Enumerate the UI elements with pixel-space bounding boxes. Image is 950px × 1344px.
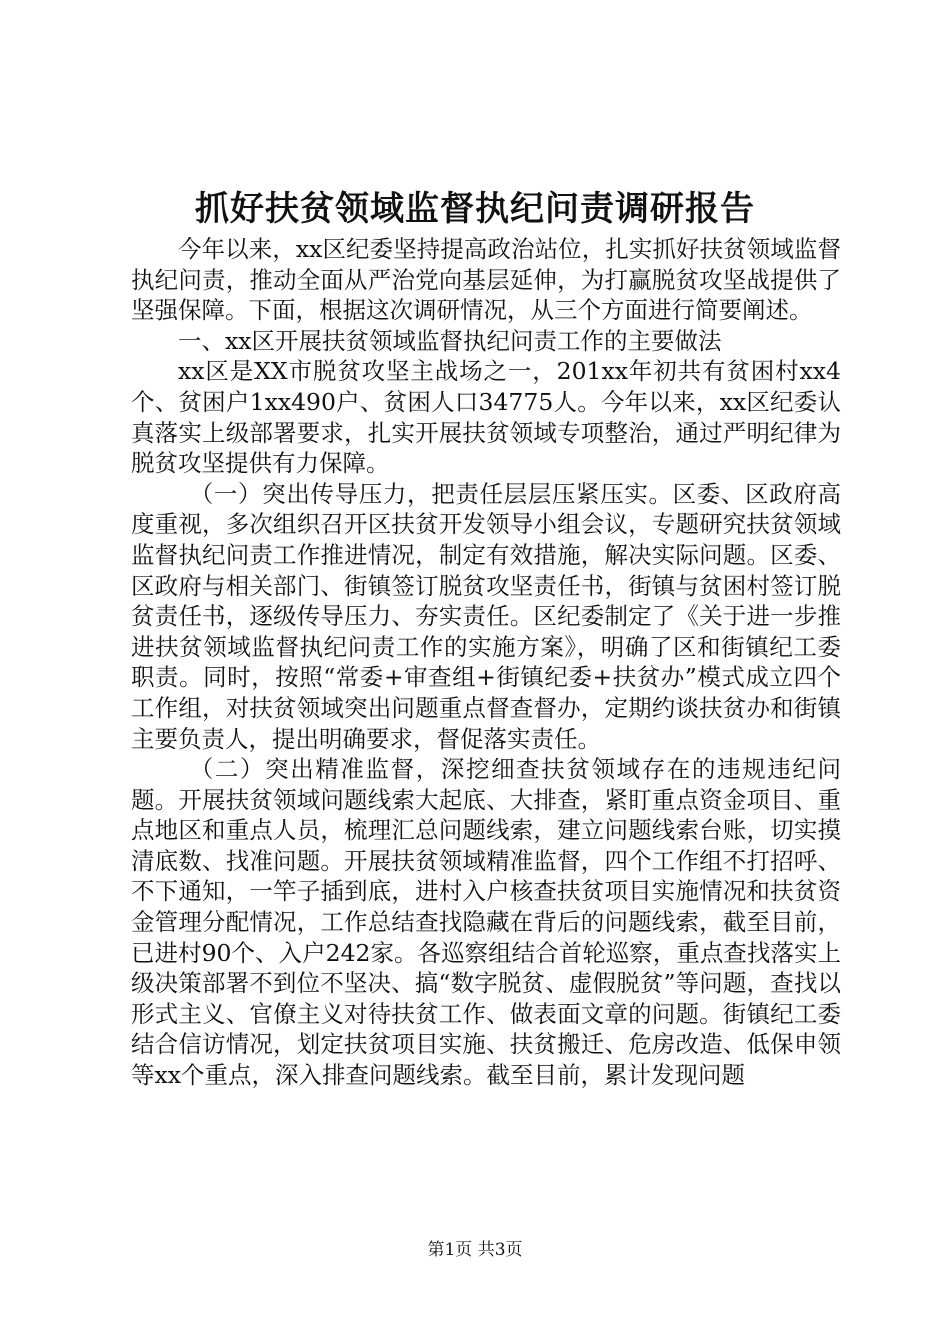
page-footer: 第1页 共3页 <box>427 1240 523 1260</box>
paragraph-subsection-1: （一）突出传导压力，把责任层层压紧压实。区委、区政府高度重视，多次组织召开区扶贫开发领导小组会议，专题研究扶贫领域监督执纪问责工作推进情况，制定有效措施，解决实际问题。区委、区政府与相关部门、街镇签订脱贫攻坚责任书，街镇与贫困村签订脱贫责任书，逐级传导压力、夯实责任。区纪委制定了《关于进一步推进扶贫领域监督执纪问责工作的实施方案》，明确了区和街镇纪工委职责。同时，按照“常委+审查组+街镇纪委+扶贫办”模式成立四个工作组，对扶贫领域突出问题重点督查督办，定期约谈扶贫办和街镇主要负责人，提出明确要求，督促落实责任。 <box>131 479 841 753</box>
paragraph-overview: xx区是XX市脱贫攻坚主战场之一，201xx年初共有贫困村xx4个、贫困户1xx490户、贫困人口34775人。今年以来，xx区纪委认真落实上级部署要求，扎实开展扶贫领域专项整治，通过严明纪律为脱贫攻坚提供有力保障。 <box>131 357 841 478</box>
document-body <box>131 234 841 1091</box>
section-heading: 一、xx区开展扶贫领域监督执纪问责工作的主要做法 <box>178 326 722 355</box>
paragraph-intro: 今年以来，xx区纪委坚持提高政治站位，扎实抓好扶贫领域监督执纪问责，推动全面从严治党向基层延伸，为打赢脱贫攻坚战提供了坚强保障。下面，根据这次调研情况，从三个方面进行简要阐述。 <box>131 235 841 325</box>
paragraph-subsection-2: （二）突出精准监督，深挖细查扶贫领域存在的违规违纪问题。开展扶贫领域问题线索大起底、大排查，紧盯重点资金项目、重点地区和重点人员，梳理汇总问题线索，建立问题线索台账，切实摸清底数、找准问题。开展扶贫领域精准监督，四个工作组不打招呼、不下通知，一竿子插到底，进村入户核查扶贫项目实施情况和扶贫资金管理分配情况，工作总结查找隐藏在背后的问题线索，截至目前，已进村90个、入户242家。各巡察组结合首轮巡察，重点查找落实上级决策部署不到位不坚决、搞“数字脱贫、虚假脱贫”等问题，查找以形式主义、官僚主义对待扶贫工作、做表面文章的问题。街镇纪工委结合信访情况，划定扶贫项目实施、扶贫搬迁、危房改造、低保申领等xx个重点，深入排查问题线索。截至目前，累计发现问题 <box>131 755 841 1090</box>
document-title: 抓好扶贫领域监督执纪问责调研报告 <box>195 189 755 229</box>
